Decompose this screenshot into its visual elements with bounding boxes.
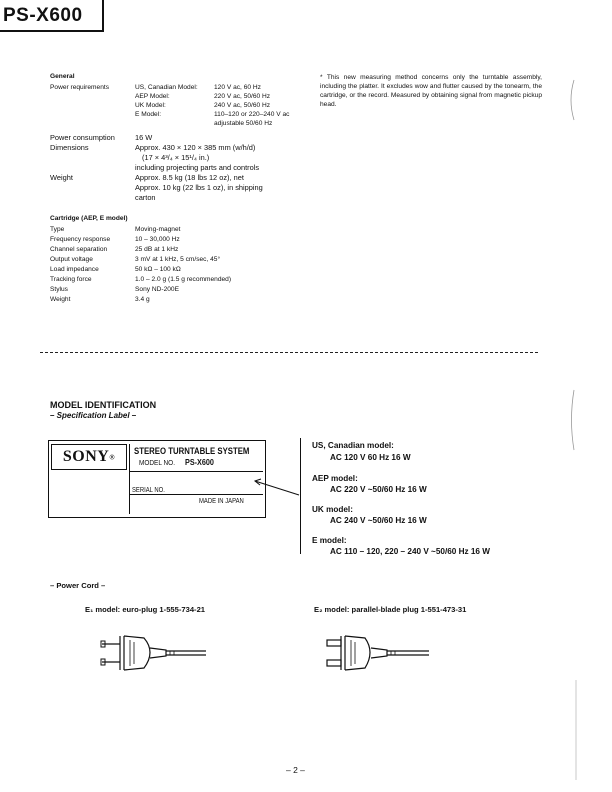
- dimensions-value: Approx. 430 × 120 × 385 mm (w/h/d): [135, 143, 256, 152]
- model-tag: PS-X600: [0, 0, 104, 32]
- power-req-value: 240 V ac, 50/60 Hz: [214, 102, 271, 109]
- cartridge-label: Output voltage: [50, 256, 93, 263]
- label-divider: [129, 494, 263, 495]
- weight-label: Weight: [50, 173, 73, 182]
- spec-value-aep: AC 220 V ~50/60 Hz 16 W: [330, 485, 427, 494]
- euro-plug-icon: [100, 630, 210, 680]
- power-req-value: 110–120 or 220–240 V ac: [214, 111, 290, 118]
- cartridge-value: Moving-magnet: [135, 226, 181, 233]
- e1-cord-caption: E₁ model: euro-plug 1-555-734-21: [85, 605, 206, 614]
- power-req-sub: US, Canadian Model:: [135, 84, 198, 91]
- power-req-value: 120 V ac, 60 Hz: [214, 84, 261, 91]
- cartridge-label: Tracking force: [50, 276, 92, 283]
- spec-model-aep: AEP model:: [312, 474, 358, 483]
- scan-edge-mark: [566, 60, 578, 780]
- label-model-no-value: PS-X600: [185, 457, 214, 467]
- power-consumption-label: Power consumption: [50, 133, 115, 142]
- cartridge-label: Channel separation: [50, 246, 108, 253]
- weight-value: Approx. 10 kg (22 lbs 1 oz), in shipping: [135, 183, 263, 192]
- registered-mark: ®: [109, 453, 116, 462]
- weight-value: Approx. 8.5 kg (18 lbs 12 oz), net: [135, 173, 244, 182]
- cartridge-label: Type: [50, 226, 65, 233]
- power-req-sub: UK Model:: [135, 102, 166, 109]
- label-divider: [129, 471, 263, 472]
- dimensions-label: Dimensions: [50, 143, 89, 152]
- spec-model-us: US, Canadian model:: [312, 441, 394, 450]
- specification-label-subheading: – Specification Label –: [50, 411, 137, 420]
- power-req-label: Power requirements: [50, 84, 110, 91]
- weight-value: carton: [135, 193, 156, 202]
- cartridge-label: Load impedance: [50, 266, 99, 273]
- general-heading: General: [50, 73, 75, 80]
- label-model-no-text: MODEL NO.: [139, 458, 175, 467]
- spec-value-us: AC 120 V 60 Hz 16 W: [330, 453, 411, 462]
- cartridge-label: Stylus: [50, 286, 68, 293]
- label-origin: MADE IN JAPAN: [199, 496, 244, 505]
- pointer-arrow: [255, 475, 305, 505]
- dashed-divider: [40, 352, 538, 353]
- cartridge-label: Frequency response: [50, 236, 111, 243]
- cartridge-value: 3.4 g: [135, 296, 150, 303]
- power-consumption-value: 16 W: [135, 133, 153, 142]
- label-title: STEREO TURNTABLE SYSTEM: [134, 446, 250, 457]
- parallel-blade-plug-icon: [325, 630, 435, 680]
- cartridge-value: 1.0 – 2.0 g (1.5 g recommended): [135, 276, 232, 283]
- cartridge-heading: Cartridge (AEP, E model): [50, 215, 128, 222]
- sony-brand-text: SONY: [62, 448, 110, 465]
- power-req-sub: AEP Model:: [135, 93, 170, 100]
- spec-model-uk: UK model:: [312, 505, 353, 514]
- cartridge-value: 10 – 30,000 Hz: [135, 236, 180, 243]
- power-cord-heading: – Power Cord –: [50, 581, 106, 590]
- e2-cord-caption: E₂ model: parallel-blade plug 1-551-473-31: [314, 605, 467, 614]
- cartridge-value: Sony ND-200E: [135, 286, 179, 293]
- page-number: – 2 –: [286, 765, 305, 775]
- power-req-sub: E Model:: [135, 111, 162, 118]
- dimensions-value: (17 × 4³/₄ × 15¹/₄ in.): [142, 153, 210, 162]
- cartridge-value: 25 dB at 1 kHz: [135, 246, 179, 253]
- spec-value-uk: AC 240 V ~50/60 Hz 16 W: [330, 516, 427, 525]
- measurement-note: * This new measuring method concerns only the turntable assembly, including the platter. It excludes wow and flutter caused by the tonearm, the cartridge, or the record. Measured by obtaining signal from magnetic pickup head.: [320, 74, 542, 108]
- power-req-value: 220 V ac, 50/60 Hz: [214, 93, 271, 100]
- spec-value-e: AC 110 – 120, 220 – 240 V ~50/60 Hz 16 W: [330, 547, 490, 556]
- cartridge-label: Weight: [50, 296, 71, 303]
- model-identification-heading: MODEL IDENTIFICATION: [50, 400, 157, 410]
- specs-bracket: [300, 438, 301, 554]
- label-serial-text: SERIAL NO.: [132, 485, 165, 494]
- cartridge-value: 3 mV at 1 kHz, 5 cm/sec, 45°: [135, 256, 221, 263]
- power-req-value: adjustable 50/60 Hz: [214, 120, 273, 127]
- spec-model-e: E model:: [312, 536, 347, 545]
- sony-logo: [51, 444, 127, 470]
- dimensions-value: including projecting parts and controls: [135, 163, 260, 172]
- cartridge-value: 50 kΩ – 100 kΩ: [135, 266, 181, 273]
